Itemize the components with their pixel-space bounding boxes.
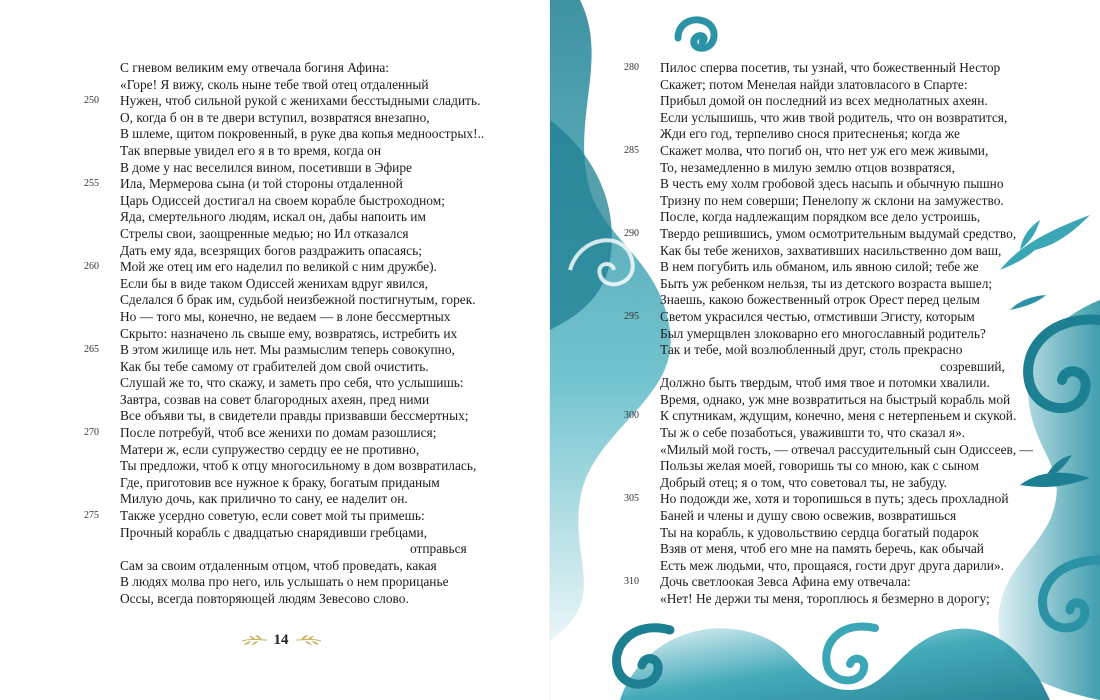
verse-line [120,591,540,608]
line-number: 305 [624,493,639,505]
verse-text: В честь ему холм гробовой здесь насыпь и обычную пышно [660,176,1004,192]
verse-text: В шлеме, щитом покровенный, в руке два копья медноострых!.. [120,126,485,142]
verse-line [84,425,540,442]
verse-text: Так впервые увидел его я в то время, когда он [120,142,381,158]
verse-line [120,442,540,459]
verse-line [660,326,1100,343]
verse-line [624,142,1100,160]
verse-line [660,77,1100,94]
verse-line [120,209,540,226]
verse-text: Оссы, всегда повторяющей людям Зевесово слово. [120,591,409,606]
verse-text: С гневом великим ему отвечала богиня Афина: [120,60,390,75]
verse-text: Все объяви ты, в свидетели правды призвавши бессмертных; [120,408,469,424]
verse-line [120,475,540,492]
line-number: 250 [84,95,99,107]
line-number: 280 [624,62,639,73]
verse-text: Был умерщвлен злоковарно его многославный родитель? [660,325,986,341]
verse-line [624,408,1100,425]
line-number: 310 [624,576,639,588]
verse-text: Жди его год, терпеливо снося притесненья; когда же [660,126,960,142]
verse-text: Быть уж ребенком нельзя, ты из детского возраста вышел; [660,275,993,291]
book-spine [549,0,551,700]
verse-text: Стрелы свои, заощренные медью; но Ил отказался [120,225,409,241]
line-number: 300 [624,410,639,422]
verse-text: Твердо решившись, умом осмотрительным выдумай средство, [660,225,1017,241]
verse-line [84,259,540,276]
verse-line [120,60,540,77]
line-number: 290 [624,227,639,239]
verse-text: Так и тебе, мой возлюбленный друг, столь прекрасно [660,342,963,358]
verse-line [84,93,540,110]
verse-text: Светом украсился честью, отмстивши Эгисту, которым [660,308,975,324]
verse-text: отправься [410,541,467,557]
verse-line [624,491,1100,508]
line-number: 295 [624,310,639,322]
line-number: 285 [624,144,639,156]
verse-line [120,77,540,94]
verse-line [660,359,1100,376]
verse-text: Добрый отец; я о том, что советовал ты, не забуду. [660,474,948,490]
top-swirl [678,20,714,48]
verse-line [660,209,1100,226]
verse-line [120,160,540,177]
verse-line [660,525,1100,542]
verse-line [84,342,540,359]
verse-line [660,259,1100,276]
verse-line [660,458,1100,475]
verse-line [660,442,1100,459]
verse-text: Нужен, чтоб сильной рукой с женихами бесстыдными сладить. [120,93,481,109]
left-wave-shape [550,0,671,640]
verse-text: Но — того мы, конечно, не ведаем — в лоне бессмертных [120,308,451,324]
verse-line [624,225,1100,243]
verse-text: После потребуй, чтоб все женихи по домам разошлися; [120,425,437,441]
verse-text: Милую дочь, как прилично то сану, ее наделит он. [120,491,408,507]
verse-text: О, когда б он в те двери вступил, возвратяся внезапно, [120,109,430,125]
verse-line [660,193,1100,210]
verse-text: Также усердно советую, если совет мой ты примешь: [120,508,425,524]
verse-text: Тризну по нем соверши; Пенелопу ж склони на замужество. [660,192,1004,208]
verse-line [120,226,540,243]
verse-text: «Горе! Я вижу, сколь ныне тебе твой отец отдаленный [120,76,429,92]
left-laurel-ornament-icon [240,632,268,648]
verse-text: Ты ж о себе позаботься, уважившти то, что сказал я». [660,425,966,441]
verse-text: Где, приготовив все нужное к браку, богатым приданым [120,474,440,490]
line-number: 275 [84,510,99,522]
verse-text: К спутникам, ждущим, конечно, меня с нетерпеньем и скукой. [660,408,1017,424]
verse-text: Яда, смертельного людям, искал он, дабы напоить им [120,209,426,225]
verse-text: Ты на корабль, к удовольствию сердца богатый подарок [660,524,979,540]
verse-text: Прочный корабль с двадцатью снарядивши гребцами, [120,524,428,540]
verse-text: Должно быть твердым, чтоб имя твое и потомки хвалили. [660,375,990,391]
verse-line [660,508,1100,525]
verse-text: Знаешь, какою божественный отрок Орест перед целым [660,292,980,308]
verse-line [120,525,540,542]
verse-line [120,392,540,409]
right-page [550,0,1100,700]
verse-line [120,292,540,309]
verse-text: Скажет; потом Менелая найди златовласого в Спарте: [660,76,968,92]
verse-line [660,591,1100,608]
verse-line [660,292,1100,309]
verse-line [84,176,540,193]
verse-line [120,375,540,392]
verse-text: В доме у нас веселился вином, посетивши в Эфире [120,159,412,175]
verse-line [120,359,540,376]
verse-text: Ила, Мермерова сына (и той стороны отдаленной [120,176,403,192]
verse-line [660,425,1100,442]
line-number: 270 [84,427,99,439]
verse-text: Мой же отец им его наделил по великой с ним дружбе). [120,259,437,275]
verse-line [624,60,1100,77]
verse-line [660,93,1100,110]
verse-text: Если бы в виде таком Одиссей женихам вдруг явился, [120,275,429,291]
verse-line [120,276,540,293]
verse-text: В этом жилище иль нет. Мы размыслим теперь совокупно, [120,342,455,358]
verse-line [660,160,1100,177]
verse-text: Есть меж людьми, что, прощаяся, гости друг друга дарили». [660,557,1004,573]
verse-line [120,193,540,210]
verse-text: Пилос сперва посетив, ты узнай, что божественный Нестор [660,60,1001,75]
verse-text: Как бы тебе самому от грабителей дом свой очистить. [120,358,429,374]
verse-line [660,392,1100,409]
verse-line [120,110,540,127]
verse-line [120,143,540,160]
verse-text: Пользы желая моей, говоришь ты со мною, как с сыном [660,458,979,474]
verse-text: «Милый мой гость, — отвечал рассудительный сын Одиссеев, — [660,441,1033,457]
verse-text: Взяв от меня, чтоб его мне на память беречь, как обычай [660,541,984,557]
verse-text: Прибыл домой он последний из всех меднолатных ахеян. [660,93,988,109]
verse-line [660,276,1100,293]
verse-text: Но подожди же, хотя и торопишься в путь; здесь прохладной [660,491,1009,507]
right-laurel-ornament-icon [295,632,323,648]
verse-text: Ты предложи, чтоб к отцу многосильному в дом возвратилась, [120,458,477,474]
verse-line [120,408,540,425]
verse-text: Если услышишь, что жив твой родитель, что он возвратится, [660,109,1008,125]
verse-line [660,176,1100,193]
verse-text: Время, однако, уж мне возвратиться на быстрый корабль мой [660,391,1011,407]
verse-text: Завтра, созвав на совет благородных ахеян, пред ними [120,391,430,407]
right-verse-column [624,60,1100,608]
verse-text: Скрыто: назначено ль свыше ему, возвратясь, истребить их [120,325,458,341]
bottom-center-swirl [826,626,875,680]
verse-line [660,110,1100,127]
line-number: 255 [84,178,99,190]
verse-line [120,458,540,475]
verse-line [660,342,1100,359]
verse-text: В людях молва про него, иль услышать о нем прорицанье [120,574,449,590]
verse-text: Дочь светлоокая Зевса Афина ему отвечала: [660,574,911,590]
verse-text: Как бы тебе женихов, захвативших насильственно дом ваш, [660,242,1002,258]
left-verse-column [84,60,540,608]
verse-line [120,491,540,508]
verse-line [624,574,1100,591]
verse-text: Матери ж, если супружество сердцу ее не противно, [120,441,420,457]
verse-text: Сам за своим отдаленным отцом, чтоб проведать, какая [120,557,437,573]
verse-line [120,326,540,343]
verse-text: Слушай же то, что скажу, и заметь про себя, что услышишь: [120,375,464,391]
verse-text: Царь Одиссей достигал на своем корабле быстроходном; [120,192,445,208]
verse-text: Баней и члены и душу свою освежив, возвратишься [660,508,957,524]
verse-line [660,243,1100,260]
verse-text: Дать ему яда, всезрящих богов раздражить опасаясь; [120,242,422,258]
verse-line [660,541,1100,558]
verse-text: Скажет молва, что погиб он, что нет уж его меж живыми, [660,142,989,158]
verse-line [660,558,1100,575]
verse-line [660,126,1100,143]
verse-line [120,309,540,326]
page-number-block [236,627,326,653]
verse-line [120,243,540,260]
line-number: 265 [84,344,99,356]
verse-line [660,375,1100,392]
verse-text: созревший, [940,358,1005,374]
verse-line [624,308,1100,326]
verse-line [120,541,540,558]
verse-line [84,508,540,525]
verse-line [120,126,540,143]
verse-line [660,475,1100,492]
line-number: 260 [84,261,99,273]
verse-text: То, незамедленно в милую землю отцов возвратяся, [660,159,955,175]
verse-line [120,558,540,575]
verse-text: «Нет! Не держи ты меня, тороплюсь я безмерно в дорогу; [660,591,990,606]
page-number: 14 [273,631,289,648]
verse-text: После, когда надлежащим порядком все дело устроишь, [660,209,981,225]
verse-text: В нем погубить иль обманом, иль явною силой; тебе же [660,259,979,275]
verse-line [120,574,540,591]
verse-text: Сделался б брак им, судьбой неизбежной постигнутым, горек. [120,292,476,308]
